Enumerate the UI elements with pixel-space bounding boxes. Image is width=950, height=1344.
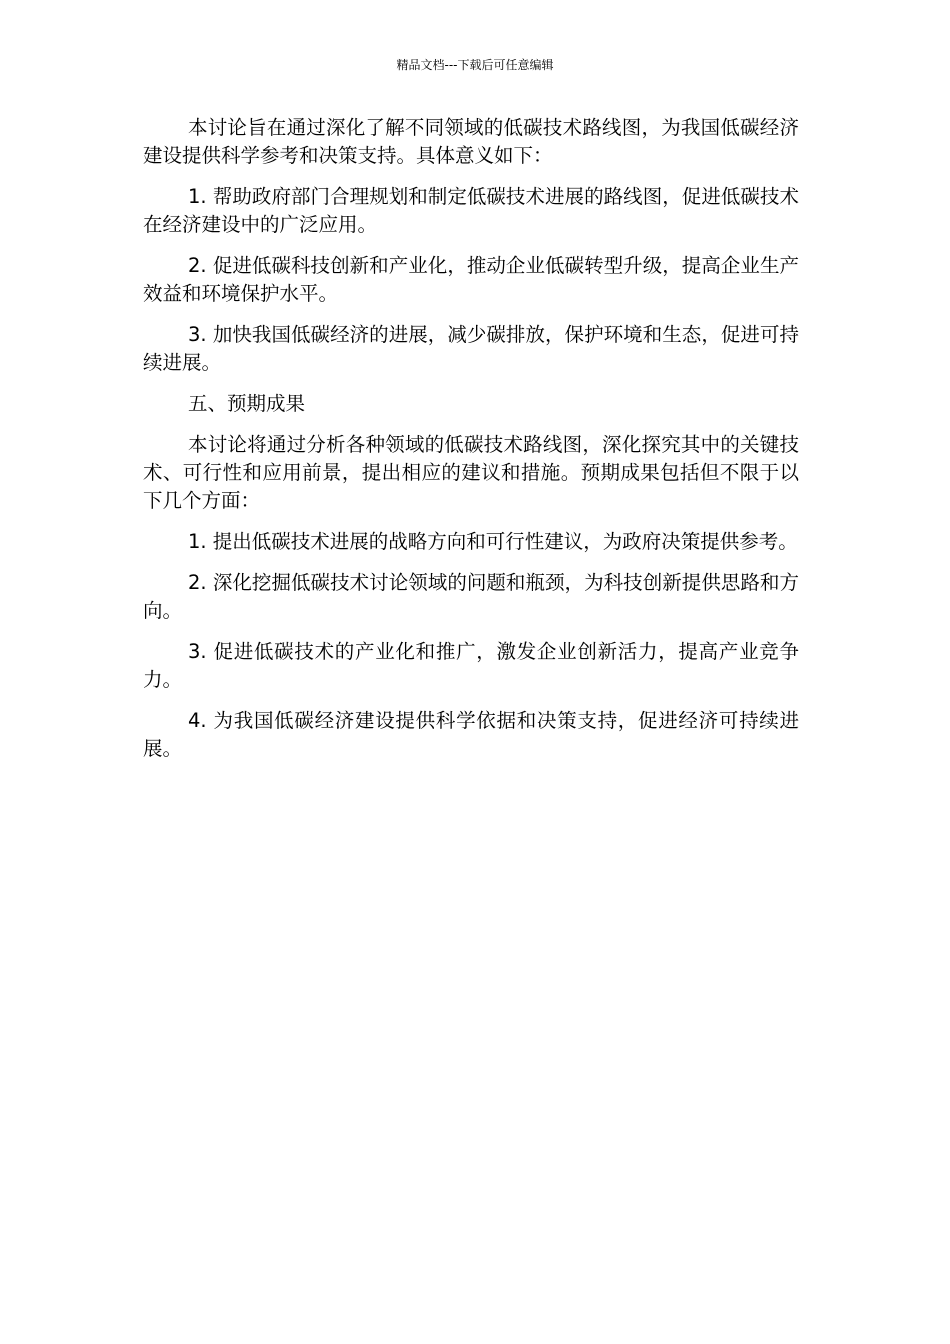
paragraph-results-intro: 本讨论将通过分析各种领域的低碳技术路线图，深化探究其中的关键技术、可行性和应用前景，提出相应的建议和措施。预期成果包括但不限于以下几个方面： [143, 433, 799, 512]
paragraph-significance-2: 2. 促进低碳科技创新和产业化，推动企业低碳转型升级，提高企业生产效益和环境保护水平。 [143, 254, 799, 305]
paragraph-result-3: 3. 促进低碳技术的产业化和推广，激发企业创新活力，提高产业竞争力。 [143, 640, 799, 691]
paragraph-significance-3: 3. 加快我国低碳经济的进展，减少碳排放，保护环境和生态，促进可持续进展。 [143, 323, 799, 374]
section-heading-expected-results: 五、预期成果 [188, 392, 306, 415]
document-body [143, 114, 799, 776]
paragraph-significance-1: 1. 帮助政府部门合理规划和制定低碳技术进展的路线图，促进低碳技术在经济建设中的广泛应用。 [143, 185, 799, 236]
paragraph-intro: 本讨论旨在通过深化了解不同领域的低碳技术路线图，为我国低碳经济建设提供科学参考和决策支持。具体意义如下： [143, 116, 799, 167]
paragraph-result-2: 2. 深化挖掘低碳技术讨论领域的问题和瓶颈，为科技创新提供思路和方向。 [143, 571, 799, 622]
paragraph-result-1: 1. 提出低碳技术进展的战略方向和可行性建议，为政府决策提供参考。 [188, 530, 798, 553]
page-header: 精品文档---下载后可任意编辑 [396, 58, 554, 72]
paragraph-result-4: 4. 为我国低碳经济建设提供科学依据和决策支持，促进经济可持续进展。 [143, 709, 799, 760]
